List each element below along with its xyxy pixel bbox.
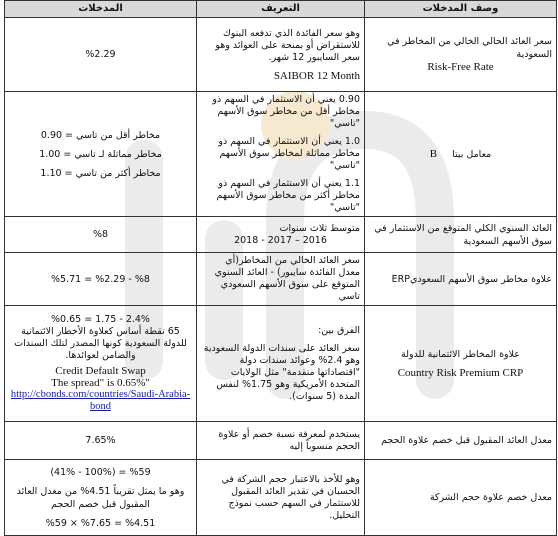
row-definition bbox=[197, 460, 365, 536]
definition-text: يستخدم لمعرفة نسبة خصم أو علاوة الحجم منسوباً إليه bbox=[218, 428, 360, 452]
description-text: معدل العائد المقبول قبل خصم علاوة الحجم bbox=[381, 435, 552, 446]
definition-text: SAIBOR 12 Month bbox=[273, 69, 360, 82]
input-value: مخاطر مماثلة لـ تاسي = 1.00 bbox=[39, 148, 162, 160]
input-value: مخاطر أكثر من تاسي = 1.10 bbox=[40, 167, 161, 179]
table-row bbox=[5, 253, 557, 306]
row-definition bbox=[197, 306, 365, 422]
table-row bbox=[5, 92, 557, 217]
header-description: وصف المدخلات bbox=[365, 1, 557, 18]
row-input bbox=[5, 460, 197, 536]
description-symbol: B bbox=[429, 147, 438, 160]
row-definition bbox=[197, 422, 365, 460]
input-value: "The spread" is 0.65% bbox=[51, 377, 150, 389]
row-input bbox=[5, 92, 197, 217]
input-value: %8 - %2.29 = %5.71 bbox=[51, 273, 150, 285]
row-input bbox=[5, 422, 197, 460]
input-value: Credit Default Swap bbox=[55, 365, 146, 377]
input-value: %4.51 = %7.65 × %59 bbox=[45, 517, 156, 529]
description-text: معدل خصم علاوة حجم الشركة bbox=[429, 492, 552, 503]
row-input bbox=[5, 253, 197, 306]
inputs-table bbox=[4, 0, 557, 536]
table-row bbox=[5, 306, 557, 422]
definition-text: 1.0 يعني أن الاستثمار في السهم ذو مخاطر مماثلة لمخاطر سوق الأسهم "تاسي" bbox=[218, 136, 360, 171]
row-description bbox=[365, 92, 557, 217]
input-value: 2.4% - 1.75 = %0.65 bbox=[51, 314, 150, 325]
definition-text: 1.1 يعني أن الاستثمار في السهم ذو مخاطر أكثر من مخاطر سوق الأسهم "تاسي" bbox=[216, 178, 360, 213]
row-input bbox=[5, 217, 197, 253]
description-text: سعر العائد الحالي الخالي من المخاطر في السعودية bbox=[387, 36, 552, 60]
row-definition bbox=[197, 92, 365, 217]
header-definition: التعريف bbox=[197, 1, 365, 18]
description-text: العائد السنوي الكلي المتوقع من الاستثمار في سوق الأسهم السعودية bbox=[374, 222, 552, 247]
definition-text: سعر العائد الخالي من المخاطر(أي معدل الفائدة سايبور) - العائد السنوي المتوقع على سوق الأسهم السعودي تاسي bbox=[214, 255, 360, 302]
row-description bbox=[365, 217, 557, 253]
header-inputs: المدخلات bbox=[5, 1, 197, 18]
description-text: علاوة المخاطر الائتمانية للدولة bbox=[401, 348, 520, 360]
row-definition bbox=[197, 253, 365, 306]
definition-text: سعر العائد على سندات الدولة السعودية وهو 2.4% وعوائد سندات دولة "اقتصاداتها متقدمة" مثل الولايات المتحدة الأمريكية وهو 1.75% لنفس المدة (5 سنوات). bbox=[203, 342, 360, 402]
input-value: وهو ما يمثل تقريباً 4.51% من معدل العائد المقبول قبل خصم الحجم bbox=[16, 485, 185, 510]
definition-text: متوسط ثلاث سنوات bbox=[279, 222, 360, 234]
definition-text: 2016 – 2017 - 2018 bbox=[234, 234, 327, 246]
row-description bbox=[365, 18, 557, 92]
definition-text: 0.90 يعني أن الاستثمار في السهم ذو مخاطر أقل من مخاطر سوق الأسهم "تاسي" bbox=[212, 94, 360, 129]
input-value: %8 bbox=[92, 229, 109, 240]
table-header-row bbox=[5, 1, 557, 18]
row-definition bbox=[197, 217, 365, 253]
description-text: Risk-Free Rate bbox=[427, 61, 494, 73]
row-input bbox=[5, 306, 197, 422]
input-value: %59 = (100% - 41%) bbox=[50, 466, 151, 478]
description-text: Country Risk Premium CRP bbox=[397, 366, 524, 379]
description-text: معامل بيتا bbox=[452, 148, 492, 160]
row-description bbox=[365, 460, 557, 536]
row-definition bbox=[197, 18, 365, 92]
definition-text: وهو للأخذ بالاعتبار حجم الشركة في الحسبان في تقدير العائد المقبول للاستثمار في السهم حسب نموذج التحليل. bbox=[221, 473, 360, 521]
row-description bbox=[365, 422, 557, 460]
table-row bbox=[5, 217, 557, 253]
table-row bbox=[5, 422, 557, 460]
definition-text: وهو سعر الفائدة الذي تدفعه البنوك للاستقراض أو بمنحة على العوائد وهو سعر السايبور 12 شهر. bbox=[215, 27, 360, 63]
row-description bbox=[365, 306, 557, 422]
source-link[interactable]: http://cbonds.com/countries/Saudi-Arabia-bond bbox=[10, 389, 191, 412]
description-text: علاوة مخاطر سوق الأسهم السعوديERP bbox=[391, 273, 552, 285]
table-row bbox=[5, 460, 557, 536]
input-value: 7.65% bbox=[85, 435, 116, 446]
row-input bbox=[5, 18, 197, 92]
input-value: %2.29 bbox=[85, 49, 116, 60]
definition-text: الفرق بين: bbox=[318, 324, 360, 336]
input-value: 65 نقطة أساس كعلاوة الأخطار الائتمانية للدولة السعودية كونها المصدر لتلك السندات والضامن لعوائدها. bbox=[14, 326, 187, 361]
input-value: مخاطر أقل من تاسي = 0.90 bbox=[40, 129, 161, 141]
table-row bbox=[5, 18, 557, 92]
row-description bbox=[365, 253, 557, 306]
